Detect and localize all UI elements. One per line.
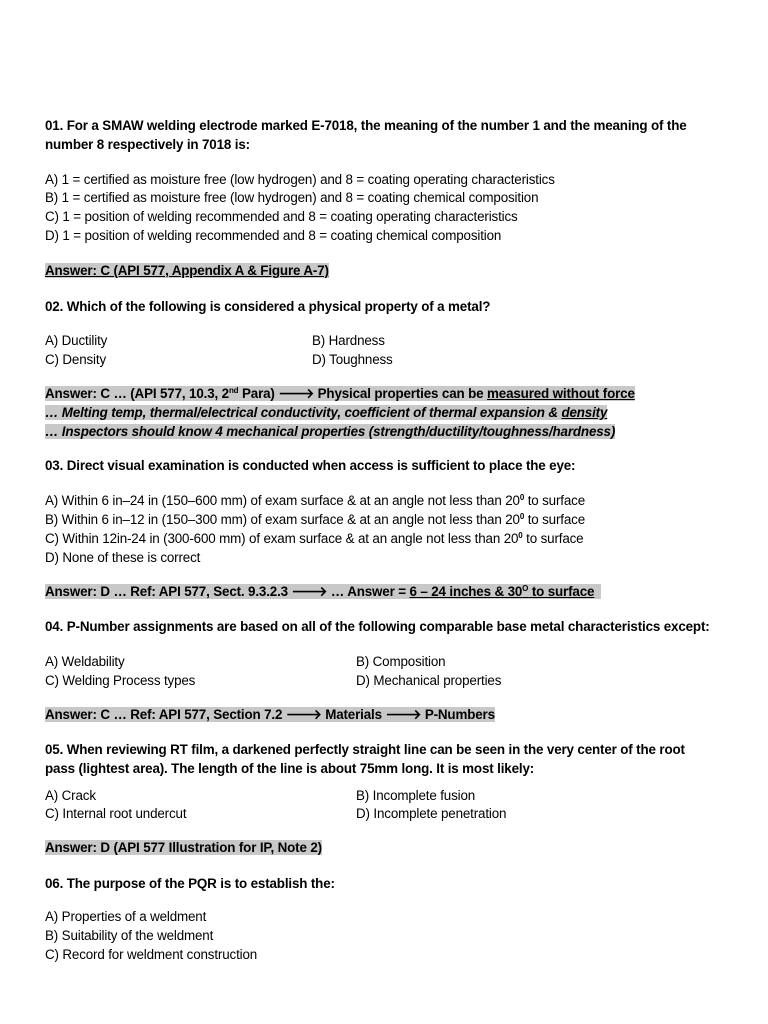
question-2-option-a: A) Ductility xyxy=(45,333,108,348)
question-5-option-b: B) Incomplete fusion xyxy=(356,788,476,803)
question-3-answer-part-1: Answer: D … Ref: API 577, Sect. 9.3.2.3 xyxy=(45,584,292,599)
question-3-option-d: D) None of these is correct xyxy=(45,550,201,565)
question-4-option-b: B) Composition xyxy=(356,654,446,669)
question-3-option-c-text: C) Within 12in-24 in (300-600 mm) of exam surface & at an angle not less than 20 xyxy=(45,531,519,546)
question-1-answer xyxy=(45,262,329,279)
degree-sup: 0 xyxy=(519,493,525,502)
question-1-option-a: A) 1 = certified as moisture free (low hydrogen) and 8 = coating operating characteristics xyxy=(45,172,555,187)
question-3-option-a-text: A) Within 6 in–24 in (150–600 mm) of exam surface & at an angle not less than 20 xyxy=(45,493,520,508)
question-2-answer-line-2-text: … Melting temp, thermal/electrical conductivity, coefficient of thermal expansion & xyxy=(45,405,562,420)
question-3-option-b-text: B) Within 6 in–12 in (150–300 mm) of exam surface & at an angle not less than 20 xyxy=(45,512,520,527)
question-3-answer-part-2: … Answer = xyxy=(327,584,410,599)
degree-sup: 0 xyxy=(518,531,523,540)
question-4-answer-part-2: Materials xyxy=(321,707,386,722)
question-5-line-1: 05. When reviewing RT film, a darkened perfectly straight line can be seen in the very center of the root xyxy=(45,742,685,757)
question-2-answer-mid: Physical properties can be xyxy=(314,386,488,401)
question-3-answer-underlined: 6 – 24 inches & 30 xyxy=(409,584,523,599)
question-2-answer-para: Para) xyxy=(238,386,279,401)
question-2-option-c: C) Density xyxy=(45,352,107,367)
question-5-option-d: D) Incomplete penetration xyxy=(356,806,507,821)
question-1-answer-text: Answer: C (API 577, Appendix A & Figure A-7) xyxy=(45,263,329,278)
question-2-answer-line-2-underlined: density xyxy=(561,405,608,420)
question-1-option-b: B) 1 = certified as moisture free (low hydrogen) and 8 = coating chemical composition xyxy=(45,190,539,205)
arrow-right-icon: 🡒 xyxy=(291,584,328,599)
question-2-answer-sup: nd xyxy=(228,386,239,395)
question-1-line-1: 01. For a SMAW welding electrode marked E-7018, the meaning of the number 1 and the meaning of the xyxy=(45,118,687,133)
question-2-option-b: B) Hardness xyxy=(312,333,385,348)
question-4-option-c: C) Welding Process types xyxy=(45,673,196,688)
question-6-text: 06. The purpose of the PQR is to establish the: xyxy=(45,876,335,891)
question-1-option-c: C) 1 = position of welding recommended and 8 = coating operating characteristics xyxy=(45,209,518,224)
question-2-answer-prefix: Answer: C … (API 577, 10.3, 2 xyxy=(45,386,229,401)
question-5-answer xyxy=(45,839,322,856)
question-3-option-b xyxy=(45,511,585,528)
question-4-text: 04. P-Number assignments are based on all of the following comparable base metal characteristics except: xyxy=(45,619,710,634)
question-3-text: 03. Direct visual examination is conducted when access is sufficient to place the eye: xyxy=(45,458,576,473)
question-2-answer-line-1 xyxy=(45,385,635,402)
question-4-answer-part-1: Answer: C … Ref: API 577, Section 7.2 xyxy=(45,707,286,722)
question-3-option-c xyxy=(45,530,583,547)
question-3-answer xyxy=(45,583,601,600)
question-4-answer xyxy=(45,706,495,723)
arrow-right-icon: 🡒 xyxy=(285,707,322,722)
question-5-line-2: pass (lightest area). The length of the line is about 75mm long. It is most likely: xyxy=(45,761,535,776)
question-4-answer-part-3: P-Numbers xyxy=(421,707,495,722)
question-3-option-a-tail: to surface xyxy=(524,493,585,508)
question-2-answer-line-2 xyxy=(45,404,607,421)
arrow-right-icon: 🡒 xyxy=(278,386,315,401)
question-5-option-c: C) Internal root undercut xyxy=(45,806,187,821)
question-1-line-2: number 8 respectively in 7018 is: xyxy=(45,137,250,152)
degree-sup: 0 xyxy=(519,512,525,521)
question-6-option-a: A) Properties of a weldment xyxy=(45,909,207,924)
question-2-answer-line-3 xyxy=(45,423,615,440)
question-3-answer-tail: to surface xyxy=(528,584,595,599)
question-4-option-a: A) Weldability xyxy=(45,654,125,669)
question-2-option-d: D) Toughness xyxy=(312,352,393,367)
question-6-option-c: C) Record for weldment construction xyxy=(45,947,258,962)
question-3-option-a xyxy=(45,492,585,509)
degree-sup: O xyxy=(522,584,529,593)
question-6-option-b: B) Suitability of the weldment xyxy=(45,928,214,943)
question-2-answer-line-3-text: … Inspectors should know 4 mechanical properties (strength/ductility/toughness/hardness) xyxy=(45,424,616,439)
question-5-option-a: A) Crack xyxy=(45,788,96,803)
question-1-option-d: D) 1 = position of welding recommended and 8 = coating chemical composition xyxy=(45,228,502,243)
question-2-answer-underlined: measured without force xyxy=(487,386,635,401)
question-4-option-d: D) Mechanical properties xyxy=(356,673,502,688)
question-2-text: 02. Which of the following is considered a physical property of a metal? xyxy=(45,299,491,314)
question-5-answer-text: Answer: D (API 577 Illustration for IP, Note 2) xyxy=(45,840,322,855)
question-3-option-c-tail: to surface xyxy=(522,531,584,546)
question-3-option-b-tail: to surface xyxy=(524,512,585,527)
arrow-right-icon: 🡒 xyxy=(385,707,422,722)
